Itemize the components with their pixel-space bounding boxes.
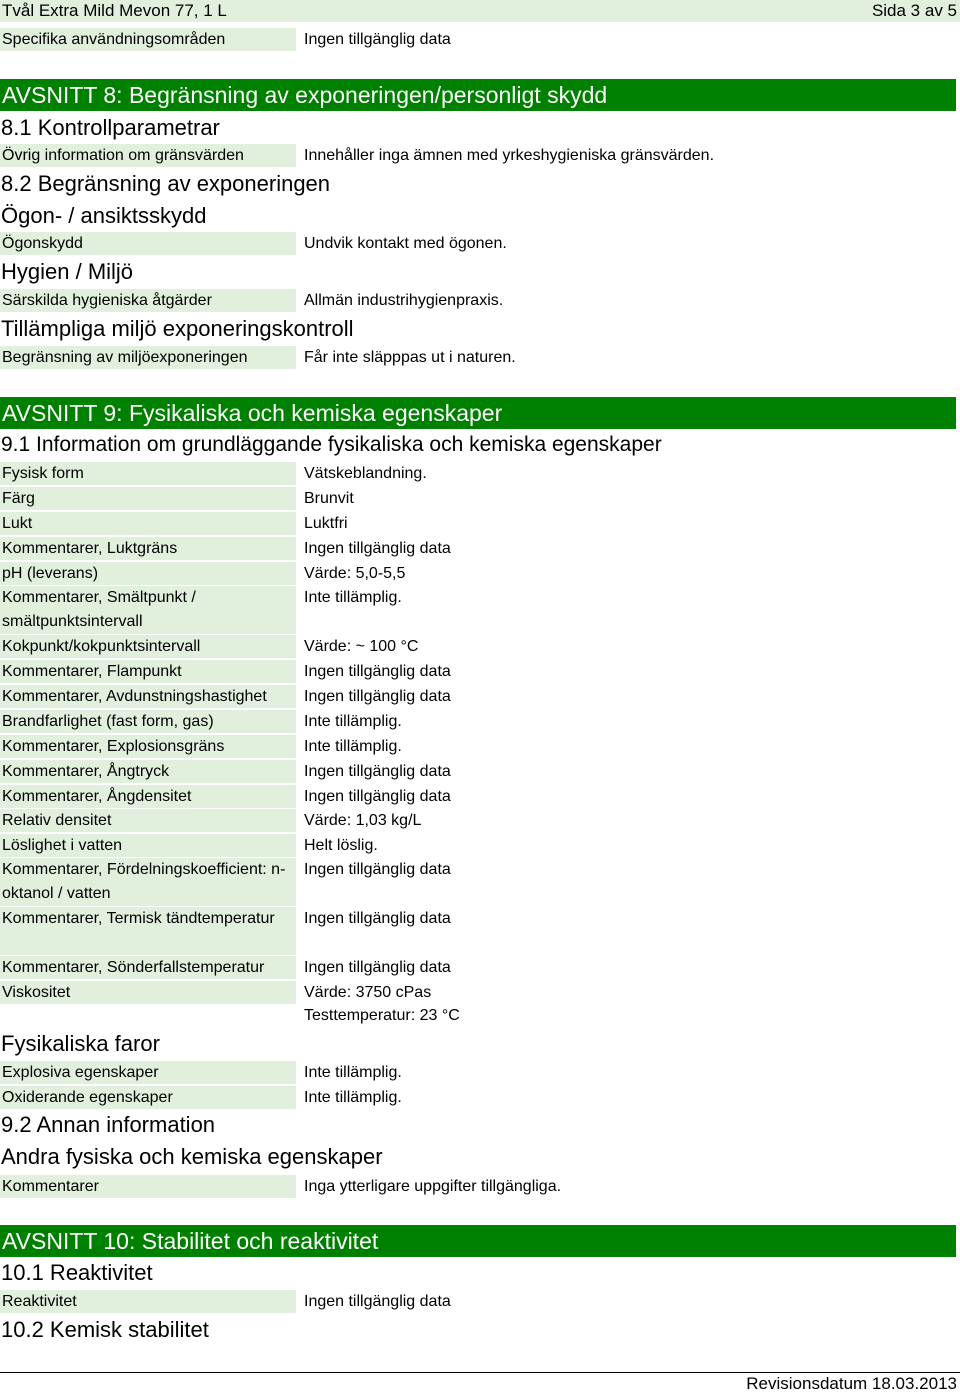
field-label: Kommentarer, Flampunkt [0,660,296,683]
field-label: Fysisk form [0,462,296,485]
field-value: Värde: 1,03 kg/L [304,812,422,829]
field-value: Får inte släpppas ut i naturen. [304,349,516,366]
field-label: pH (leverans) [0,562,296,585]
field-label: Relativ densitet [0,809,296,832]
field-value: Inte tillämplig. [304,738,402,755]
field-label: Färg [0,487,296,510]
field-label: Brandfarlighet (fast form, gas) [0,710,296,733]
field-label: Begränsning av miljöexponeringen [0,346,296,369]
field-label: Oxiderande egenskaper [0,1086,296,1109]
field-label: Övrig information om gränsvärden [0,144,296,167]
subsection-9-1: 9.1 Information om grundläggande fysikaliska och kemiska egenskaper [1,433,662,456]
field-value: Innehåller inga ämnen med yrkeshygieniska gränsvärden. [304,147,715,164]
heading-eye-protection: Ögon- / ansiktsskydd [1,203,207,228]
field-label: Särskilda hygieniska åtgärder [0,289,296,312]
section-10-title: AVSNITT 10: Stabilitet och reaktivitet [0,1225,956,1257]
field-label: Kokpunkt/kokpunktsintervall [0,635,296,658]
field-label: Kommentarer, Sönderfallstemperatur [0,956,296,979]
field-value: Ingen tillgänglig data [304,763,451,780]
field-value: Inte tillämplig. [304,713,402,730]
field-label: Kommentarer, Luktgräns [0,537,296,560]
subsection-8-1: 8.1 Kontrollparametrar [1,115,220,140]
field-value: Ingen tillgänglig data [304,861,451,878]
field-value: Ingen tillgänglig data [304,540,451,557]
revision-date: Revisionsdatum 18.03.2013 [746,1374,957,1393]
field-value: Värde: 3750 cPas [304,984,432,1001]
field-value: Ingen tillgänglig data [304,1293,451,1310]
field-value: Inte tillämplig. [304,1064,402,1081]
field-value: Ingen tillgänglig data [304,663,451,680]
field-label: Ögonskydd [0,232,296,255]
field-label: Kommentarer, Ångtryck [0,760,296,783]
field-value: Ingen tillgänglig data [304,959,451,976]
field-label: Löslighet i vatten [0,834,296,857]
field-label: Kommentarer, Termisk tändtemperatur [0,907,296,955]
field-label: Kommentarer, Explosionsgräns [0,735,296,758]
field-value: Ingen tillgänglig data [304,910,451,927]
field-value: Ingen tillgänglig data [304,31,451,48]
field-value: Luktfri [304,515,348,532]
field-value: Inte tillämplig. [304,1089,402,1106]
field-label: Kommentarer, Avdunstningshastighet [0,685,296,708]
field-value: Allmän industrihygienpraxis. [304,292,504,309]
subsection-9-2: 9.2 Annan information [1,1112,216,1137]
field-value: Undvik kontakt med ögonen. [304,235,507,252]
subsection-10-2: 10.2 Kemisk stabilitet [1,1317,209,1342]
field-label: Kommentarer [0,1175,296,1198]
heading-hygiene: Hygien / Miljö [1,259,134,284]
field-label: Kommentarer, Smältpunkt / smältpunktsintervall [0,586,296,634]
field-label: Kommentarer, Fördelningskoefficient: n-oktanol / vatten [0,858,296,906]
subsection-10-1: 10.1 Reaktivitet [1,1260,153,1285]
field-value: Ingen tillgänglig data [304,788,451,805]
field-value: Brunvit [304,490,354,507]
product-title: Tvål Extra Mild Mevon 77, 1 L [2,1,227,20]
field-value: Vätskeblandning. [304,465,427,482]
field-label: Lukt [0,512,296,535]
field-value: Helt löslig. [304,837,378,854]
subsection-8-2: 8.2 Begränsning av exponeringen [1,171,331,196]
field-label: Explosiva egenskaper [0,1061,296,1084]
field-label: Reaktivitet [0,1290,296,1313]
heading-physical-hazards: Fysikaliska faror [1,1031,160,1056]
field-value: Värde: 5,0-5,5 [304,565,406,582]
footer-divider [0,1372,960,1373]
page-number: Sida 3 av 5 [871,1,957,20]
heading-environment: Tillämpliga miljö exponeringskontroll [1,316,354,341]
field-value: Inga ytterligare uppgifter tillgängliga. [304,1178,562,1195]
field-value: Inte tillämplig. [304,589,402,606]
field-label: Specifika användningsområden [0,28,296,51]
field-label: Viskositet [0,981,296,1004]
field-value: Värde: ~ 100 °C [304,638,419,655]
heading-other-properties: Andra fysiska och kemiska egenskaper [1,1144,383,1169]
field-value: Ingen tillgänglig data [304,688,451,705]
section-9-title: AVSNITT 9: Fysikaliska och kemiska egenskaper [0,397,956,429]
field-label: Kommentarer, Ångdensitet [0,785,296,808]
section-8-title: AVSNITT 8: Begränsning av exponeringen/personligt skydd [0,79,956,111]
field-value-secondary: Testtemperatur: 23 °C [304,1007,460,1024]
